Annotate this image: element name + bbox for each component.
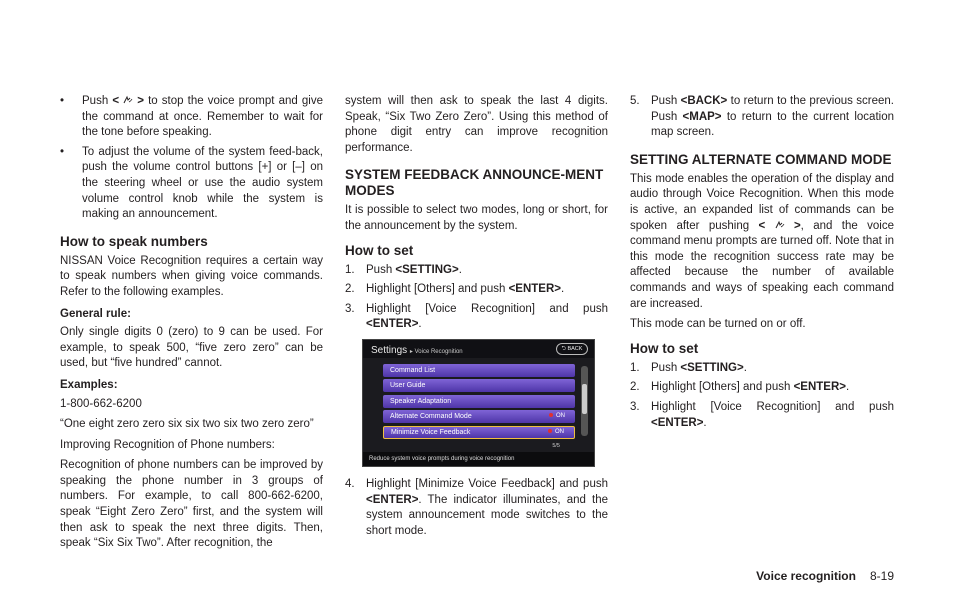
column-middle	[345, 94, 608, 543]
bullet-dot: •	[60, 145, 65, 158]
heading-how-to-set: How to set	[345, 242, 414, 258]
screen-title: Settings	[371, 344, 408, 356]
step-5: 5. Push <BACK> to return to the previous screen. Push <MAP> to return to the current location map screen.	[630, 95, 894, 139]
page-footer	[756, 569, 894, 583]
step-3: 3. Highlight [Voice Recognition] and push <ENTER>.	[345, 302, 608, 331]
bullet-volume: • To adjust the volume of the system feed-back, push the volume control buttons [+] or [–] on the steering wheel or use the audio system volume control knob while the system is making an announcement.	[60, 145, 323, 221]
example-number: 1-800-662-6200	[60, 397, 142, 410]
bullet-talk-switch: • Push < > to stop the voice prompt and give the command at once. Remember to wait for the tone before speaking.	[60, 95, 323, 139]
steering-talk-switch-icon	[123, 95, 133, 105]
step-1: 1. Push <SETTING>.	[630, 361, 747, 374]
footer-section: Voice recognition	[756, 569, 856, 583]
screen-header	[363, 340, 594, 358]
menu-item-minimize-voice-feedback: Minimize Voice Feedback ON	[383, 426, 575, 439]
indicator-icon	[548, 429, 552, 433]
step-3: 3. Highlight [Voice Recognition] and push <ENTER>.	[630, 400, 894, 429]
menu-item-alternate-command-mode: Alternate Command Mode ON	[383, 410, 575, 423]
steering-talk-switch-icon	[775, 220, 785, 230]
menu-item-command-list: Command List	[383, 364, 575, 377]
menu-item-user-guide: User Guide	[383, 379, 575, 392]
screen-subtitle: ▸ Voice Recognition	[409, 348, 463, 355]
paragraph-general-rule: Only single digits 0 (zero) to 9 can be used. For example, to speak 500, “five zero zero” can be used, but “five hundred” cannot.	[60, 326, 323, 370]
heading-how-to-set: How to set	[630, 340, 699, 356]
screen-page-indicator: 5/5	[552, 442, 560, 449]
indicator-icon	[549, 413, 553, 417]
paragraph-feedback: It is possible to select two modes, long or short, for the announcement by the system.	[345, 204, 608, 232]
heading-speak-numbers: How to speak numbers	[60, 233, 208, 249]
heading-general-rule: General rule:	[60, 307, 131, 320]
step-2: 2. Highlight [Others] and push <ENTER>.	[345, 283, 565, 296]
footer-page-number: 8-19	[869, 569, 894, 583]
paragraph-speak-numbers: NISSAN Voice Recognition requires a certain way to speak numbers when giving voice commands. Refer to the following examples.	[60, 254, 323, 298]
screen-status-bar: Reduce system voice prompts during voice recognition	[363, 452, 594, 466]
settings-screen-image	[362, 339, 595, 467]
column-left	[60, 94, 323, 557]
screen-scrollbar	[581, 366, 588, 436]
heading-examples: Examples:	[60, 378, 118, 391]
back-button: ⮌ BACK	[556, 343, 588, 355]
paragraph-continued: system will then ask to speak the last 4 digits. Speak, “Six Two Zero Zero”. Using this method of phone digit entry can improve recognition performance.	[345, 95, 608, 154]
step-1: 1. Push <SETTING>.	[345, 263, 462, 276]
paragraph-improving: Improving Recognition of Phone numbers:	[60, 438, 275, 451]
paragraph-alternate-mode: This mode enables the operation of the display and audio through Voice Recognition. When this mode is active, an expanded list of commands can be spoken after pushing < >, and the voice command menu prompts are turned off. Note that in this mode the recognition success rate may be affected because the number of available commands and ways of speaking each command are increased.	[630, 172, 894, 310]
screen-menu	[383, 364, 575, 441]
paragraph-on-off: This mode can be turned on or off.	[630, 318, 806, 331]
bullet-dot: •	[60, 95, 65, 107]
heading-alternate-command-mode: SETTING ALTERNATE COMMAND MODE	[630, 151, 892, 167]
step-2: 2. Highlight [Others] and push <ENTER>.	[630, 381, 850, 394]
column-right	[630, 94, 894, 435]
menu-item-speaker-adaptation: Speaker Adaptation	[383, 395, 575, 408]
paragraph-recognition: Recognition of phone numbers can be improved by speaking the phone number in 3 groups of numbers. For example, to call 800-662-6200, speak “Eight Zero Zero” first, and the system will then ask to speak the next three digits. Then, speak “Six Six Two”. After recognition, the	[60, 459, 323, 550]
step-4: 4. Highlight [Minimize Voice Feedback] and push <ENTER>. The indicator illuminates, and the system announcement mode switches to the short mode.	[345, 477, 608, 537]
example-spoken: “One eight zero zero six six two six two zero zero”	[60, 418, 314, 431]
heading-feedback-modes: SYSTEM FEEDBACK ANNOUNCE-MENT MODES	[345, 167, 604, 199]
